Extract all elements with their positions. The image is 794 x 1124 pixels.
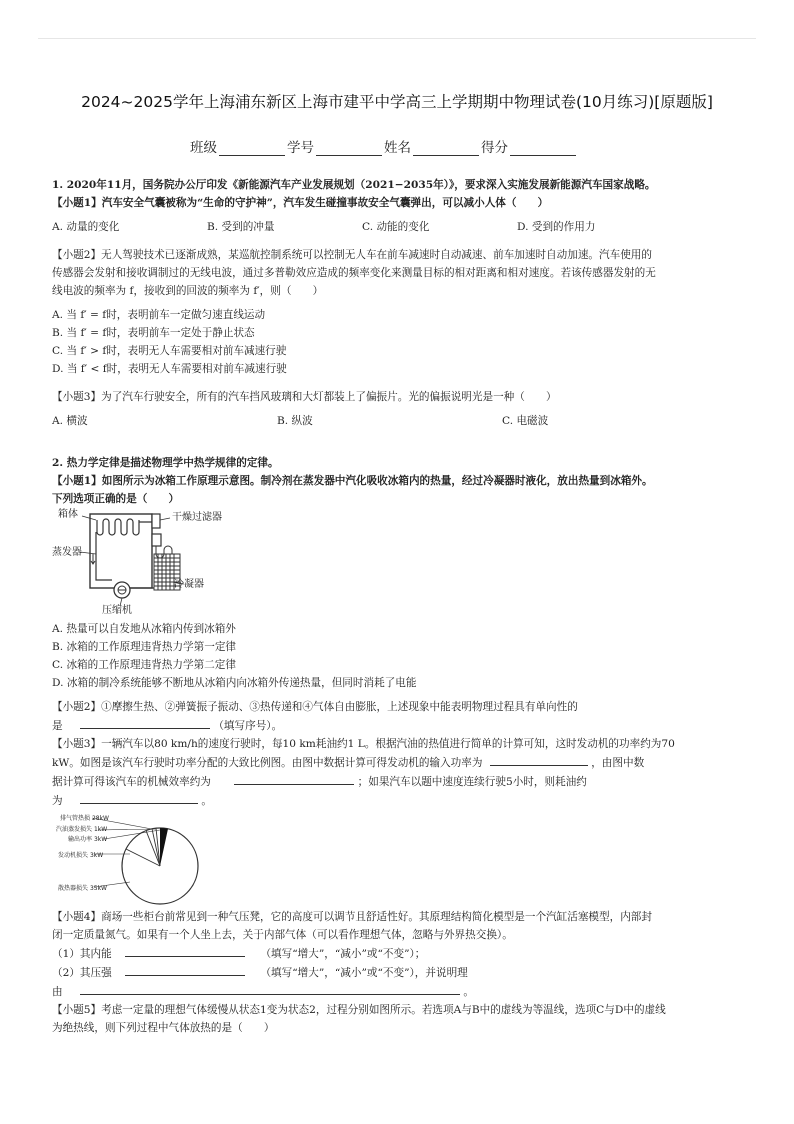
pie-label-output: 输出功率 3kW xyxy=(68,836,108,843)
label-compressor: 压缩机 xyxy=(102,605,132,616)
q1-sub2-line3: 线电波的频率为 f，接收到的回波的频率为 f′，则（ ） xyxy=(52,285,324,297)
q2-sub4-line1: 【小题4】商场一些柜台前常见到一种气压凳，它的高度可以调节且舒适性好。其原理结构简化模型是一个汽缸活塞模型，内部封 xyxy=(52,911,652,923)
name-blank[interactable] xyxy=(413,141,479,156)
q2-sub4-item2-post: （填写“增大”，“减小”或“不变”），并说明理 xyxy=(260,967,468,979)
answer-blank[interactable] xyxy=(234,772,354,785)
option-b[interactable]: B. 冰箱的工作原理违背热力学第一定律 xyxy=(52,641,237,653)
q1-sub1-text: 【小题1】汽车安全气囊被称为“生命的守护神”，汽车发生碰撞事故安全气囊弹出，可以减小人体（ ） xyxy=(52,197,549,209)
pie-label-exhaust: 排气管热损 28kW xyxy=(60,815,109,822)
pie-label-evap: 汽油蒸发损失 1kW xyxy=(56,826,108,833)
q2-sub4-item2-pre: （2）其压强 xyxy=(52,967,112,979)
q2-sub3-line3-post: ；如果汽车以题中速度连续行驶5小时，则耗油约 xyxy=(357,776,587,788)
label-box: 箱体 xyxy=(58,509,78,520)
flow-arrow-left xyxy=(91,554,95,564)
fridge-diagram xyxy=(52,510,312,620)
option-c[interactable]: C. 电磁波 xyxy=(502,415,549,427)
question-content xyxy=(52,176,742,1037)
power-pie-figure xyxy=(52,812,252,908)
filter-body xyxy=(152,534,161,546)
filter-top xyxy=(152,514,160,528)
class-label: 班级 xyxy=(190,140,217,156)
q2-sub4-reason-pre: 由 xyxy=(52,986,63,998)
q2-sub1-line1: 【小题1】如图所示为冰箱工作原理示意图。制冷剂在蒸发器中汽化吸收冰箱内的热量，经过冷凝器时液化，放出热量到冰箱外。 xyxy=(52,475,653,487)
q1-sub2-line1: 【小题2】无人驾驶技术已逐渐成熟，某巡航控制系统可以控制无人车在前车减速时自动减速、前车加速时自动加速。汽车使用的 xyxy=(52,249,652,261)
option-c[interactable]: C. 动能的变化 xyxy=(362,221,430,233)
q2-stem: 2. 热力学定律是描述物理学中热学规律的定律。 xyxy=(52,457,279,469)
q2-sub4-item1-pre: （1）其内能 xyxy=(52,948,112,960)
option-d[interactable]: D. 冰箱的制冷系统能够不断地从冰箱内向冰箱外传递热量，但同时消耗了电能 xyxy=(52,677,417,689)
option-a[interactable]: A. 当 f′ = f时，表明前车一定做匀速直线运动 xyxy=(52,309,266,321)
class-blank[interactable] xyxy=(219,141,285,156)
q2-sub4-item1 xyxy=(52,944,742,963)
q2-sub1-line2: 下列选项正确的是（ ） xyxy=(52,493,180,505)
answer-blank[interactable] xyxy=(80,791,198,804)
q2-sub2-line1: 【小题2】①摩擦生热、②弹簧振子振动、③热传递和④气体自由膨胀，上述现象中能表明物理过程具有单向性的 xyxy=(52,701,578,713)
q2-sub3-line1: 【小题3】一辆汽车以80 km/h的速度行驶时，每10 km耗油约1 L。根据汽油的热值进行简单的计算可知，这时发动机的功率约为70 xyxy=(52,738,675,750)
answer-blank[interactable] xyxy=(490,753,588,766)
label-filter: 干燥过滤器 xyxy=(172,512,222,523)
option-a[interactable]: A. 横波 xyxy=(52,415,88,427)
score-label: 得分 xyxy=(481,140,508,156)
q2-sub4-line2: 闭一定质量氮气。如果有一个人坐上去，关于内部气体（可以看作理想气体，忽略与外界热交换）。 xyxy=(52,929,513,941)
q2-sub3-line2 xyxy=(52,753,742,772)
q2-sub5-line2: 为绝热线，则下列过程中气体放热的是（ ） xyxy=(52,1022,275,1034)
leader-box xyxy=(82,516,96,520)
number-blank[interactable] xyxy=(316,141,382,156)
pie-label-engine: 发动机损失 3kW xyxy=(58,852,104,859)
option-c[interactable]: C. 冰箱的工作原理违背热力学第二定律 xyxy=(52,659,236,671)
q2-sub3-line3-pre: 据计算可得该汽车的机械效率约为 xyxy=(52,776,211,788)
q2-sub3-line3 xyxy=(52,772,742,791)
q2-sub2-line2-pre: 是 xyxy=(52,720,63,732)
student-info-row xyxy=(190,136,578,156)
answer-blank[interactable] xyxy=(125,963,245,976)
option-b[interactable]: B. 纵波 xyxy=(277,415,313,427)
option-a[interactable]: A. 热量可以自发地从冰箱内传到冰箱外 xyxy=(52,623,236,635)
name-label: 姓名 xyxy=(384,140,411,156)
q2-sub3-line4-pre: 为 xyxy=(52,795,63,807)
q2-sub3-line2-post: ，由图中数 xyxy=(591,757,645,769)
q1-sub3-options xyxy=(52,412,742,430)
option-d[interactable]: D. 当 f′ < f时，表明无人车需要相对前车减速行驶 xyxy=(52,363,287,375)
q2-sub3-line4-post: 。 xyxy=(201,795,212,807)
label-evaporator: 蒸发器 xyxy=(52,547,82,558)
q2-sub3-line4 xyxy=(52,791,742,810)
answer-blank[interactable] xyxy=(125,944,245,957)
q2-sub4-reason xyxy=(52,982,742,1001)
answer-blank[interactable] xyxy=(80,716,210,729)
evaporator-pipe xyxy=(96,532,112,580)
option-d[interactable]: D. 受到的作用力 xyxy=(517,221,596,233)
leader-evaporator xyxy=(80,552,96,554)
header-rule xyxy=(38,38,756,39)
page-title: 2024~2025学年上海浦东新区上海市建平中学高三上学期期中物理试卷(10月练习)[原题版] xyxy=(81,93,713,111)
evaporator-coil xyxy=(97,519,139,535)
q2-sub2-line2-post: （填写序号）。 xyxy=(213,720,283,732)
q2-sub4-reason-post: 。 xyxy=(463,986,474,998)
label-condenser: 冷凝器 xyxy=(174,579,204,590)
option-c[interactable]: C. 当 f′ > f时，表明无人车需要相对前车减速行驶 xyxy=(52,345,287,357)
q2-sub3-line2-pre: kW。如图是该汽车行驶时功率分配的大致比例图。由图中数据计算可得发动机的输入功率为 xyxy=(52,757,483,769)
answer-blank[interactable] xyxy=(80,982,460,995)
q1-stem: 1. 2020年11月，国务院办公厅印发《新能源汽车产业发展规划（2021−2035年）》，要求深入实施发展新能源汽车国家战略。 xyxy=(52,179,656,191)
pie-label-radiator: 散热器损失 35kW xyxy=(58,885,107,892)
q2-sub4-item2 xyxy=(52,963,742,982)
score-blank[interactable] xyxy=(510,141,576,156)
option-a[interactable]: A. 动量的变化 xyxy=(52,221,120,233)
q1-sub2-line2: 传感器会发射和接收调制过的无线电波，通过多普勒效应造成的频率变化来测量目标的相对距离和相对速度。若该传感器发射的无 xyxy=(52,267,656,279)
number-label: 学号 xyxy=(287,140,314,156)
q2-sub4-item1-post: （填写“增大”，“减小”或“不变”）； xyxy=(260,948,426,960)
option-b[interactable]: B. 受到的冲量 xyxy=(207,221,275,233)
leader-filter xyxy=(160,518,170,520)
q2-sub5-line1: 【小题5】考虑一定量的理想气体缓慢从状态1变为状态2，过程分别如图所示。若选项A与B中的虚线为等温线，选项C与D中的虚线 xyxy=(52,1004,666,1016)
q2-sub2-line2 xyxy=(52,716,742,735)
option-b[interactable]: B. 当 f′ = f时，表明前车一定处于静止状态 xyxy=(52,327,255,339)
q1-sub3-text: 【小题3】为了汽车行驶安全，所有的汽车挡风玻璃和大灯都装上了偏振片。光的偏振说明光是一种（ ） xyxy=(52,391,557,403)
q1-sub1-options xyxy=(52,218,742,236)
